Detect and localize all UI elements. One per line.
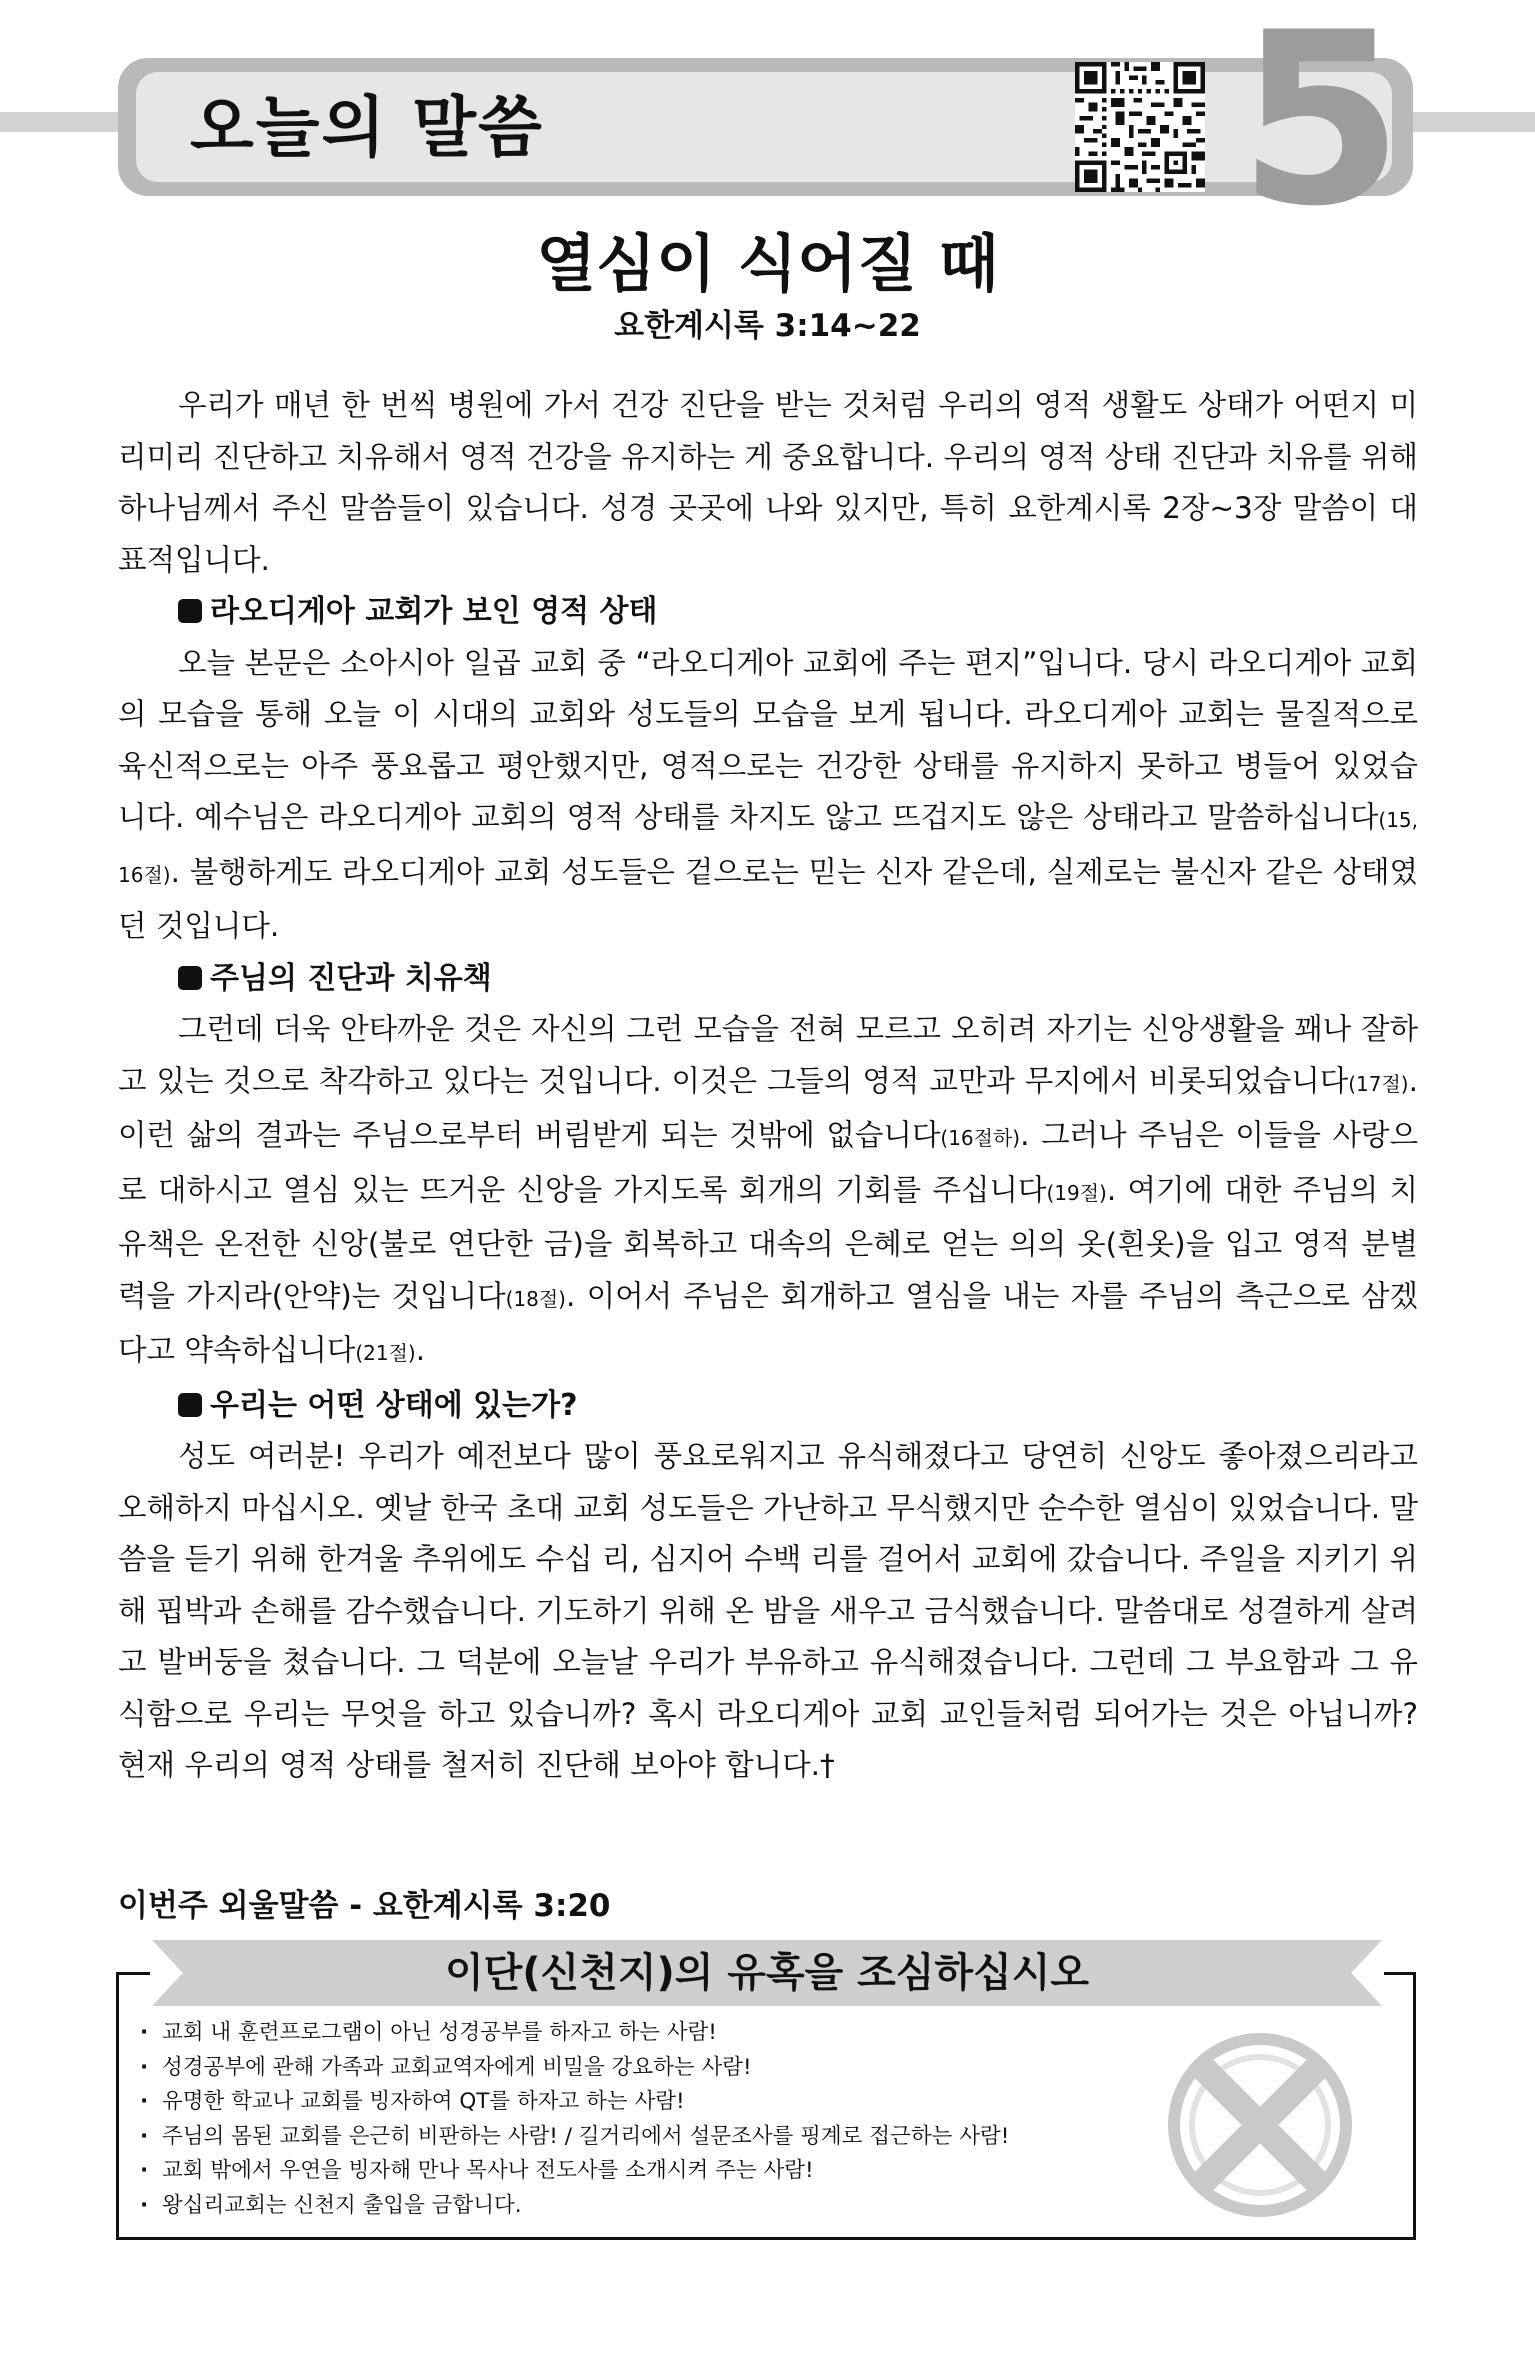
verse-note: (16절하) bbox=[940, 1126, 1021, 1150]
section-title: 오늘의 말씀 bbox=[190, 89, 544, 166]
sermon-title: 열심이 식어질 때 bbox=[536, 227, 999, 300]
paragraph-text: . 여기에 대한 주님의 치유책은 온전한 신앙(불로 연단한 금)을 회복하고 대속의 은혜로 얻는 의의 옷(흰옷)을 입고 영적 분별력을 가지라(안약)는 것입니다 bbox=[118, 1172, 1419, 1313]
paragraph-text: 성도 여러분! 우리가 예전보다 많이 풍요로워지고 유식해졌다고 당연히 신앙도 좋아졌으리라고 오해하지 마십시오. 옛날 한국 초대 교회 성도들은 가난하고 무식했지만 순수한 열심이 있었습니다. 말씀을 듣기 위해 한겨울 추위에도 수십 리, 심지어 수백 리를 걸어서 교회에 갔습니다. 주일을 지키기 위해 핍박과 손해를 감수했습니다. 기도하기 위해 온 밤을 새우고 금식했습니다. 말씀대로 성결하게 살려고 발버둥을 쳤습니다. 그 덕분에 오늘날 우리가 부유하고 유식해졌습니다. 그런데 그 부요함과 그 유식함으로 우리는 무엇을 하고 있습니까? 혹시 라오디게아 교회 교인들처럼 되어가는 것은 아닙니까? 현재 우리의 영적 상태를 철저히 진단해 보아야 합니다.† bbox=[118, 1439, 1418, 1782]
scripture-reference: 요한계시록 3:14~22 bbox=[614, 308, 921, 344]
paragraph-text: . 이어서 주님은 회개하고 열심을 내는 자를 주님의 측근으로 삼겠다고 약속하십니다 bbox=[118, 1278, 1418, 1367]
intro-paragraph: 우리가 매년 한 번씩 병원에 가서 건강 진단을 받는 것처럼 우리의 영적 생활도 상태가 어떤지 미리미리 진단하고 치유해서 영적 건강을 유지하는 게 중요합니다. 우리의 영적 상태 진단과 치유를 위해 하나님께서 주신 말씀들이 있습니다. 성경 곳곳에 나와 있지만, 특히 요한계시록 2장~3장 말씀이 대표적입니다. bbox=[118, 388, 1418, 577]
verse-note: (18절) bbox=[505, 1286, 566, 1311]
warning-list bbox=[140, 2016, 1140, 2223]
square-bullet-icon bbox=[178, 1393, 202, 1417]
section-heading-text: 라오디게아 교회가 보인 영적 상태 bbox=[210, 594, 658, 629]
paragraph-text: . 불행하게도 라오디게아 교회 성도들은 겉으로는 믿는 신자 같은데, 실제로는 불신자 같은 상태였던 것입니다. bbox=[118, 854, 1418, 943]
square-bullet-icon bbox=[178, 599, 202, 623]
section-heading-text: 주님의 진단과 치유책 bbox=[210, 960, 492, 996]
verse-note: (21절) bbox=[355, 1341, 416, 1365]
warning-box-corner bbox=[116, 1972, 119, 1990]
warning-item: · 교회 내 훈련프로그램이 아닌 성경공부를 하자고 하는 사람! bbox=[140, 2016, 1140, 2051]
section-paragraph bbox=[118, 638, 1418, 953]
section-heading bbox=[118, 953, 1418, 1005]
paragraph-text: . bbox=[415, 1333, 426, 1367]
section-paragraph bbox=[118, 1431, 1418, 1792]
warning-box-top-edge bbox=[116, 1972, 150, 1975]
warning-box-corner bbox=[1413, 1972, 1416, 1990]
verse-note: (19절) bbox=[1046, 1180, 1107, 1205]
section-heading bbox=[118, 1380, 1418, 1432]
memory-verse: 이번주 외울말씀 - 요한계시록 3:20 bbox=[118, 1888, 611, 1924]
warning-item: · 유명한 학교나 교회를 빙자하여 QT를 하자고 하는 사람! bbox=[140, 2085, 1140, 2120]
page-number: 5 bbox=[1238, 0, 1404, 259]
warning-item: · 주님의 몸된 교회를 은근히 비판하는 사람! / 길거리에서 설문조사를 핑계로 접근하는 사람! bbox=[140, 2120, 1140, 2155]
section-heading-text: 우리는 어떤 상태에 있는가? bbox=[210, 1387, 578, 1423]
paragraph-text: 그런데 더욱 안타까운 것은 자신의 그런 모습을 전혀 모르고 오히려 자기는 신앙생활을 꽤나 잘하고 있는 것으로 착각하고 있다는 것입니다. 이것은 그들의 영적 교만과 무지에서 비롯되었습니다 bbox=[118, 1012, 1418, 1098]
warning-item: · 왕십리교회는 신천지 출입을 금합니다. bbox=[140, 2189, 1140, 2224]
paragraph-text: 오늘 본문은 소아시아 일곱 교회 중 “라오디게아 교회에 주는 편지”입니다. 당시 라오디게아 교회의 모습을 통해 오늘 이 시대의 교회와 성도들의 모습을 보게 됩니다. 라오디게아 교회는 물질적으로 육신적으로는 아주 풍요롭고 평안했지만, 영적으로는 건강한 상태를 유지하지 못하고 병들어 있었습니다. 예수님은 라오디게아 교회의 영적 상태를 차지도 않고 뜨겁지도 않은 상태라고 말씀하십니다 bbox=[118, 645, 1418, 834]
warning-item: · 성경공부에 관해 가족과 교회교역자에게 비밀을 강요하는 사람! bbox=[140, 2051, 1140, 2086]
warning-box-top-edge bbox=[1384, 1972, 1416, 1975]
paragraph-text: . 이런 삶의 결과는 주님으로부터 버림받게 되는 것밖에 없습니다 bbox=[118, 1063, 1418, 1152]
verse-note: (15, 16절) bbox=[118, 808, 1418, 887]
verse-note: (17절) bbox=[1348, 1071, 1409, 1096]
section-heading bbox=[118, 586, 1418, 638]
paragraph-text: . 그러나 주님은 이들을 사랑으로 대하시고 열심 있는 뜨거운 신앙을 가지도록 회개의 기회를 주십니다 bbox=[118, 1118, 1418, 1207]
section-paragraph bbox=[118, 1004, 1418, 1380]
warning-item: · 교회 밖에서 우연을 빙자해 만나 목사나 전도사를 소개시켜 주는 사람! bbox=[140, 2154, 1140, 2189]
prohibited-x-icon bbox=[1165, 2030, 1355, 2220]
square-bullet-icon bbox=[178, 966, 202, 990]
sermon-body bbox=[118, 380, 1418, 1792]
qr-code-icon[interactable] bbox=[1075, 62, 1205, 192]
warning-title: 이단(신천지)의 유혹을 조심하십시오 bbox=[444, 1950, 1089, 1996]
